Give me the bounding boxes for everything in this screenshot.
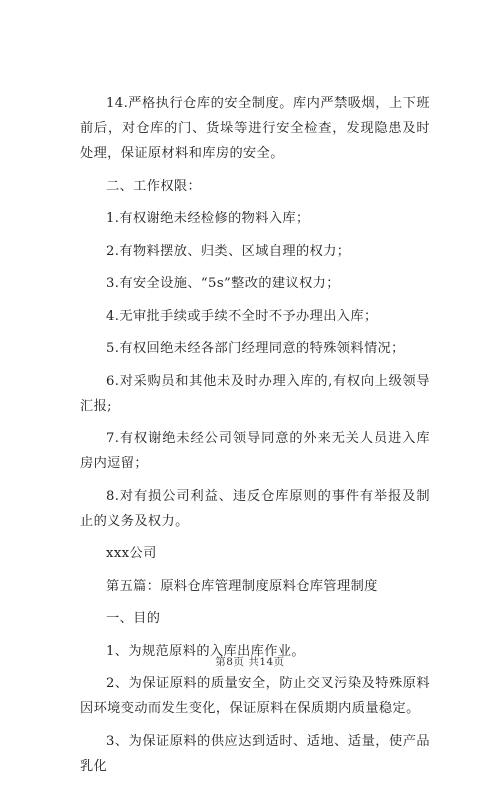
authority-item-7: 7.有权谢绝未经公司领导同意的外来无关人员进入库房内逗留； xyxy=(80,431,430,471)
authority-item-6: 6.对采购员和其他未及时办理入库的,有权向上级领导汇报; xyxy=(80,373,430,414)
authority-item-8: 8.对有损公司利益、违反仓库原则的事件有举报及制止的义务及权力。 xyxy=(80,488,430,529)
purpose-item-1: 1、为规范原料的入库出库作业。 xyxy=(106,643,306,659)
authority-item-4: 4.无审批手续或手续不全时不予办理出入库； xyxy=(106,308,378,324)
section-heading-work-authority: 二、工作权限： xyxy=(106,178,202,194)
purpose-item-3: 3、为保证原料的供应达到适时、适地、适量，使产品乳化 xyxy=(80,733,430,774)
section-heading-purpose: 一、目的 xyxy=(106,611,161,626)
chapter-heading-5: 第五篇：原料仓库管理制度原料仓库管理制度 xyxy=(106,578,378,594)
paragraph-safety-rule-14: 14.严格执行仓库的安全制度。库内严禁吸烟，上下班前后，对仓库的门、货垛等进行安全检查，发现隐患及时处理，保证原材料和库房的安全。 xyxy=(80,96,430,161)
page-number-footer: 第8页 共14页 xyxy=(215,656,285,668)
authority-item-1: 1.有权谢绝未经检修的物料入库； xyxy=(106,211,310,226)
authority-item-2: 2.有物料摆放、归类、区域自理的权力； xyxy=(106,243,351,259)
company-signature: xxx公司 xyxy=(106,546,157,561)
purpose-item-2: 2、为保证原料的质量安全，防止交叉污染及特殊原料因环境变动而发生变化，保证原料在保质期内质量稳定。 xyxy=(80,676,430,716)
authority-item-5: 5.有权回绝未经各部门经理同意的特殊领料情况； xyxy=(106,341,405,356)
authority-item-3: 3.有安全设施、“5s”整改的建议权力； xyxy=(106,276,340,291)
document-body xyxy=(80,91,430,786)
